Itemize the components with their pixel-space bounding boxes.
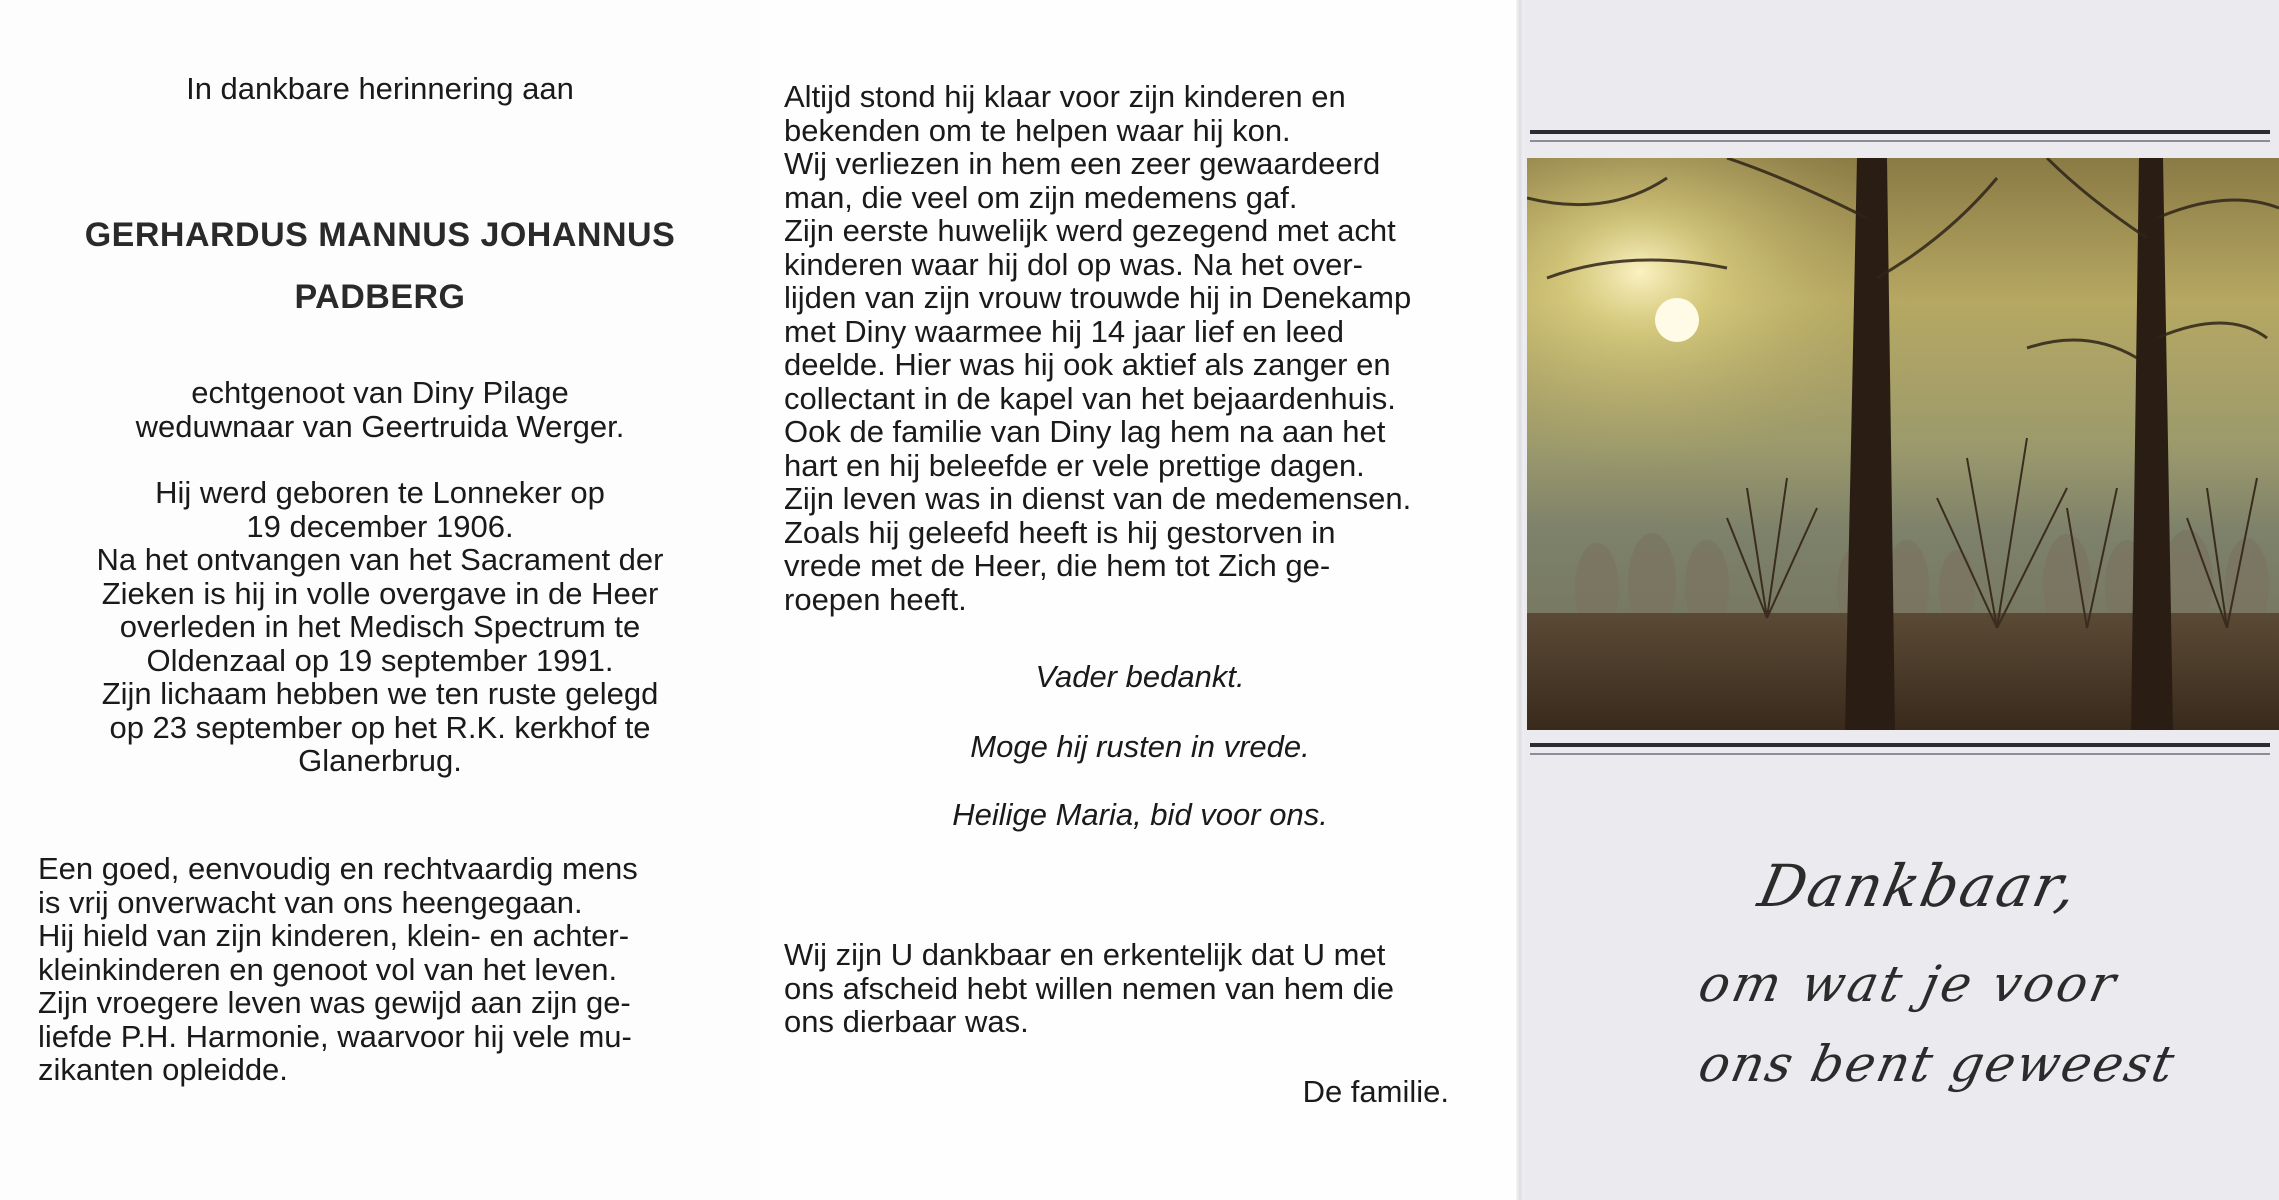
thanks-text [784,938,1394,1039]
text-line: Zieken is hij in volle overgave in de Heer [101,575,659,611]
sunset-trees-image [1527,158,2279,730]
motto-vader-bedankt: Vader bedankt. [1035,659,1245,694]
bottom-divider-thin [1530,753,2270,755]
bottom-divider [1530,743,2270,747]
text-line: Zijn lichaam hebben we ten ruste gelegd [101,676,659,711]
text-line: weduwnaar van Geertruida Werger. [135,408,625,444]
text-line: Oldenzaal op 19 september 1991. [146,642,614,678]
birth-death-info [0,476,760,778]
text-line: met Diny waarmee hij 14 jaar lief en leed [784,313,1344,349]
text-line: is vrij onverwacht van ons heengegaan. [38,884,583,920]
text-line: Glanerbrug. [298,743,462,778]
text-line: Zijn eerste huwelijk werd gezegend met acht [784,213,1396,248]
text-line: Een goed, eenvoudig en rechtvaardig mens [38,851,638,886]
text-line: zikanten opleidde. [38,1052,288,1087]
top-divider [1530,130,2270,134]
text-line: ons afscheid hebt willen nemen van hem die [784,970,1395,1006]
script-dankbaar: Dankbaar, [1752,852,2085,920]
text-line: echtgenoot van Diny Pilage [191,375,569,410]
text-line: collectant in de kapel van het bejaardenhuis. [784,380,1396,416]
text-line: deelde. Hier was hij ook aktief als zanger en [784,347,1391,382]
text-line: Ook de familie van Diny lag hem na aan het [784,414,1386,449]
memorial-text [784,80,1411,616]
card-fold [1516,0,1524,1200]
text-line: Wij verliezen in hem een zeer gewaardeerd [784,146,1381,181]
text-line: lijden van zijn vrouw trouwde hij in Denekamp [784,280,1412,315]
text-line: op 23 september op het R.K. kerkhof te [109,709,651,745]
landscape-photo [1527,158,2279,730]
script-line3: ons bent geweest [1693,1035,2182,1093]
text-line: ons dierbaar was. [784,1004,1029,1039]
text-line: 19 december 1906. [246,508,514,544]
family-signature: De familie. [1302,1074,1449,1109]
text-line: Zijn vroegere leven was gewijd aan zijn ge- [38,985,631,1020]
text-line: roepen heeft. [784,581,967,617]
text-line: overleden in het Medisch Spectrum te [119,609,641,644]
deceased-name-line2: PADBERG [294,278,466,316]
text-line: man, die veel om zijn medemens gaf. [784,179,1298,215]
text-line: kleinkinderen en genoot vol van het leven. [38,951,618,987]
text-line: Na het ontvangen van het Sacrament der [96,542,664,577]
text-line: vrede met de Heer, die hem tot Zich ge- [784,548,1331,583]
text-line: Hij hield van zijn kinderen, klein- en achter- [38,918,630,953]
motto-rust-in-vrede: Moge hij rusten in vrede. [970,729,1310,764]
text-line: bekenden om te helpen waar hij kon. [784,112,1291,148]
motto-prayer: Heilige Maria, bid voor ons. [952,797,1328,832]
intro-text: In dankbare herinnering aan [186,71,574,106]
script-line2: om wat je voor [1693,955,2124,1013]
text-line: Wij zijn U dankbaar en erkentelijk dat U met [784,937,1386,972]
text-line: hart en hij beleefde er vele prettige dagen. [784,447,1365,483]
text-line: liefde P.H. Harmonie, waarvoor hij vele mu- [38,1018,632,1054]
text-line: Altijd stond hij klaar voor zijn kinderen en [784,79,1346,114]
spouse-info [0,376,760,443]
deceased-name-line1: GERHARDUS MANNUS JOHANNUS [84,216,676,254]
life-description [38,852,638,1087]
text-line: Hij werd geboren te Lonneker op [155,475,605,510]
text-line: Zijn leven was in dienst van de medemensen. [784,481,1412,516]
text-line: Zoals hij geleefd heeft is hij gestorven in [784,514,1336,550]
top-divider-thin [1530,140,2270,142]
text-line: kinderen waar hij dol op was. Na het over- [784,246,1363,282]
